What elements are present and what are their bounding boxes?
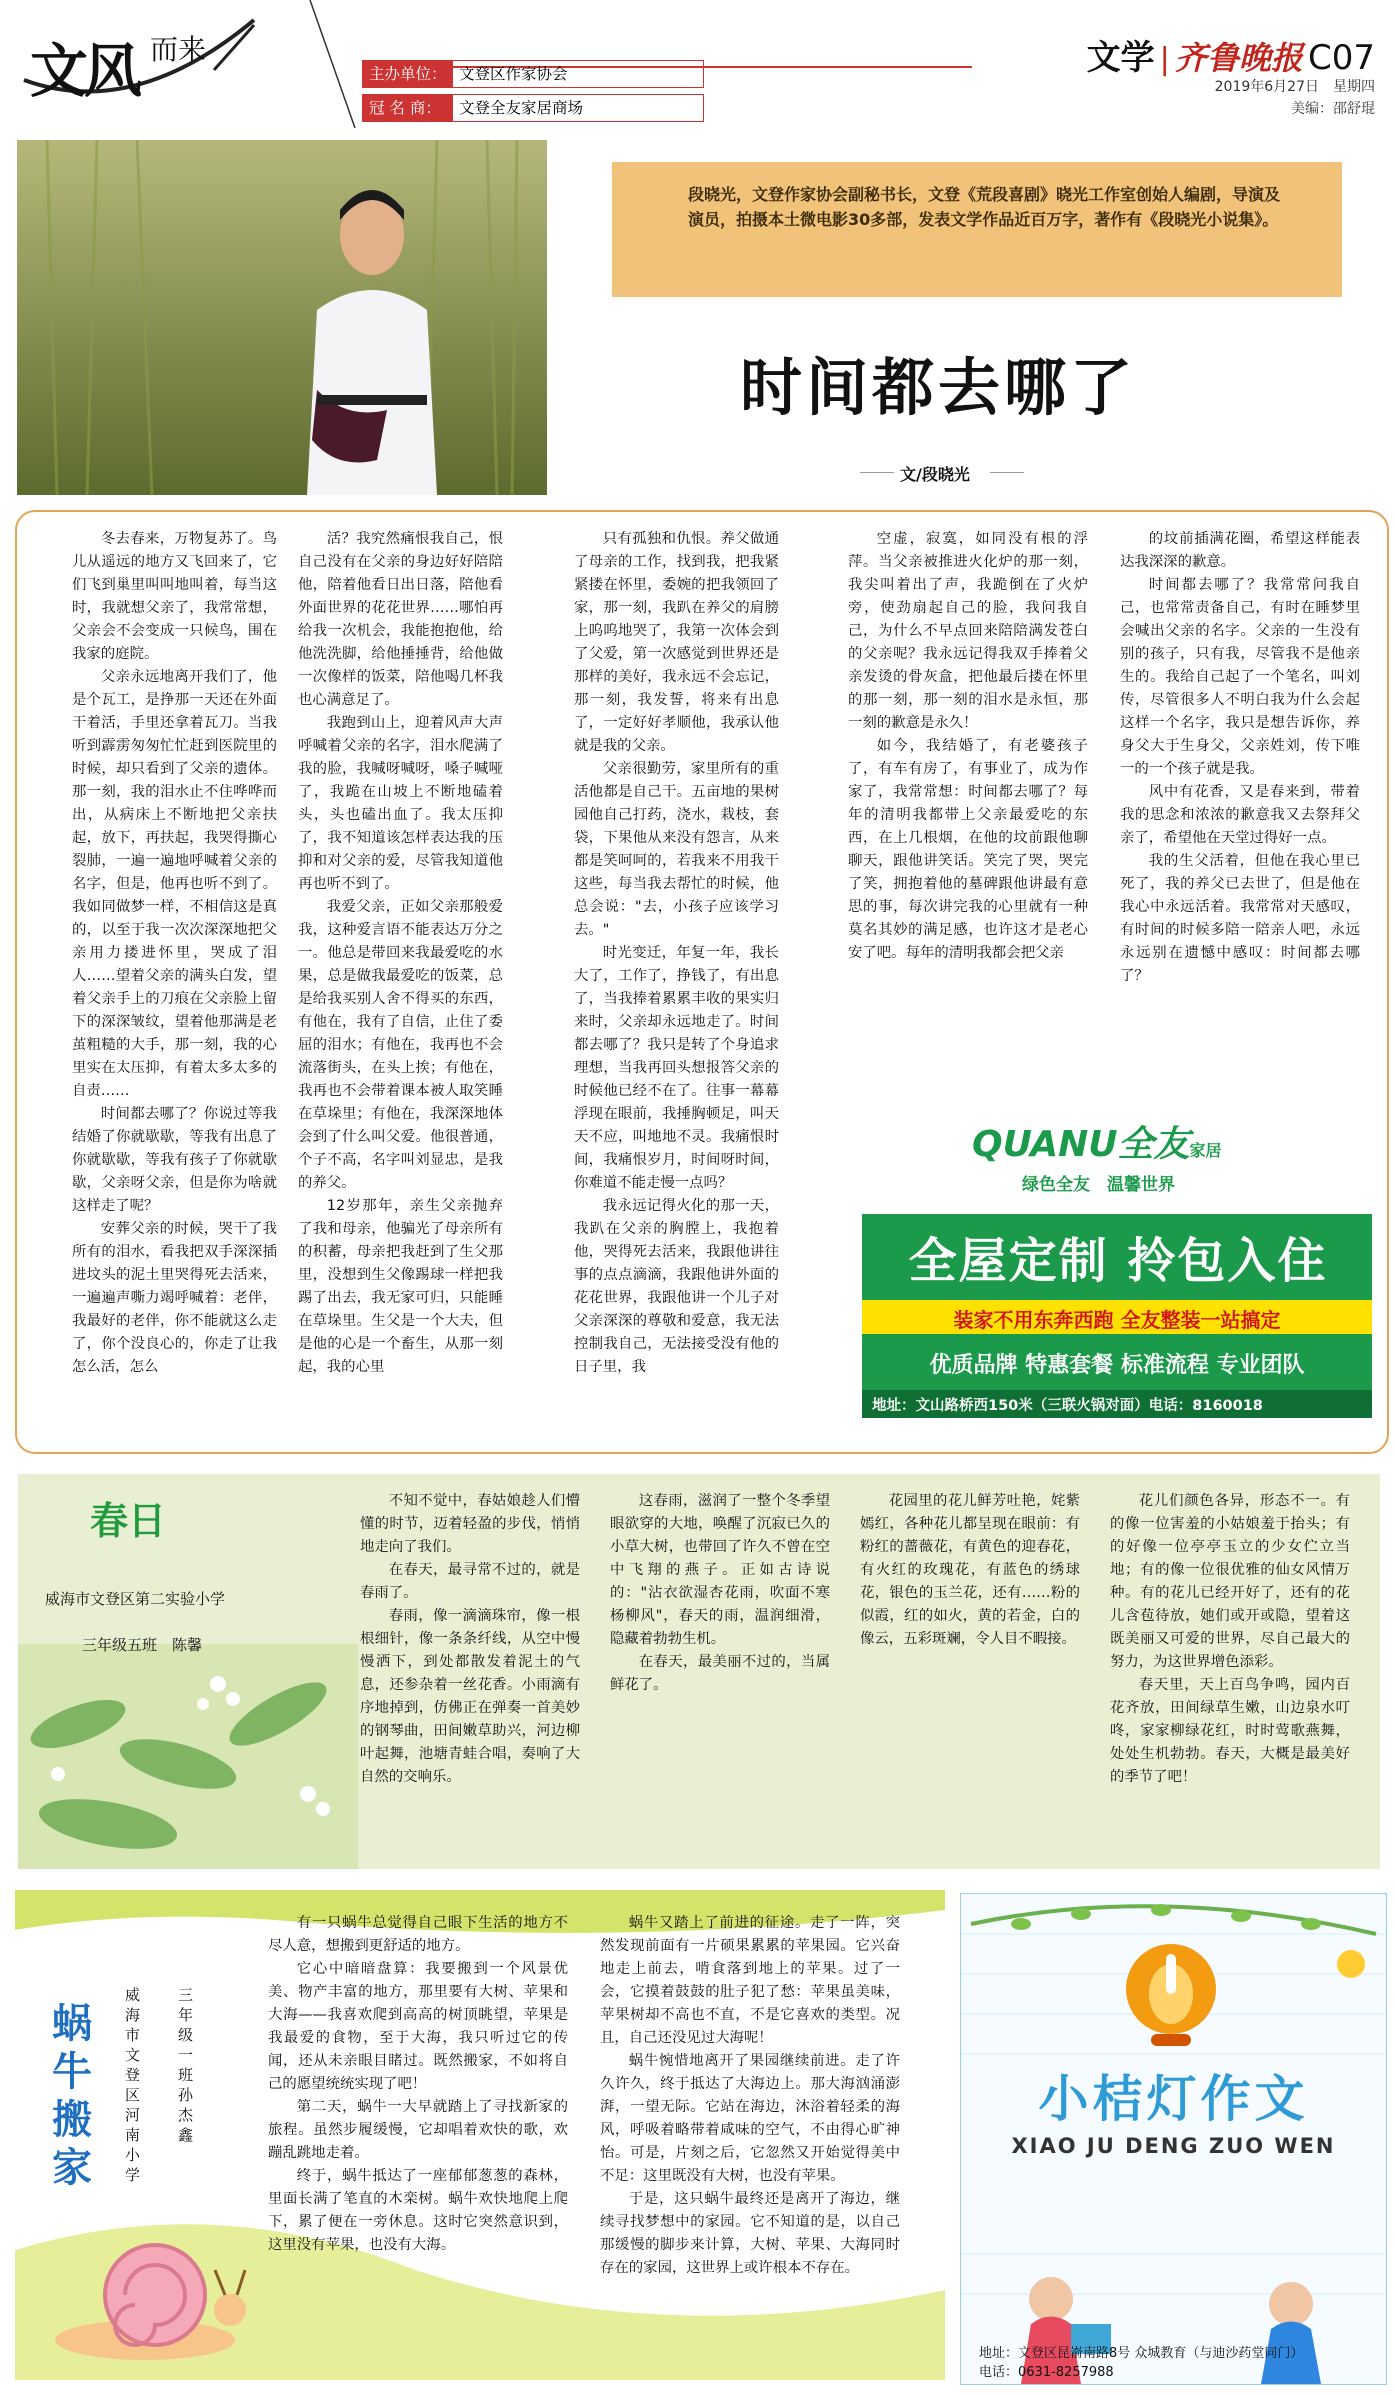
spring-author: 三年级五班 陈馨 [82, 1636, 203, 1654]
author-photo [17, 140, 547, 495]
article-column-1 [72, 528, 277, 1428]
designer-credit: 美编：邵舒琨 [1291, 101, 1375, 117]
spring-paragraph: 春雨，像一滴滴珠帘，像一根根细针，像一条条纤线，从空中慢慢洒下，到处都散发着泥土的气息，还参杂着一丝花香。小雨滴有序地掉到，仿佛正在弹奏一首美妙的钢琴曲，田间嫩草助兴，河边柳叶起舞，池塘青蛙合唱，奏响了大自然的交响乐。 [360, 1608, 580, 1785]
sponsor-value: 文登区作家协会 [459, 65, 568, 83]
snail-paragraph: 蜗牛又踏上了前进的征途。走了一阵，突然发现前面有一片硕果累累的苹果园。它兴奋地走上前去，啃食落到地上的苹果。过了一会，它摸着鼓鼓的肚子犯了愁：苹果虽美味，苹果树却不高也不直，不是它喜欢的类型。况且，自己还没见过大海呢！ [600, 1915, 900, 2046]
byline-rule-left [860, 472, 894, 473]
section-name: 文学 [1086, 38, 1155, 78]
article-byline: 文/段晓光 [900, 465, 970, 484]
snail-paragraph: 它心中暗暗盘算：我要搬到一个风景优美、物产丰富的地方，那里要有大树、苹果和大海——我喜欢爬到高高的树顶眺望，苹果是我最爱的食物，至于大海，我只听过它的传闻，还从未亲眼目睹过。既然搬家，不如将自己的愿望统统实现了吧！ [268, 1961, 568, 2092]
spring-paragraph: 不知不觉中，春姑娘趁人们懵懂的时节，迈着轻盈的步伐，悄悄地走向了我们。 [360, 1493, 580, 1555]
ad-brand-logo-text: QUANU全友 [972, 1124, 1190, 1165]
ad-brand-suffix: 家居 [1189, 1141, 1222, 1160]
snail-paragraph: 有一只蜗牛总觉得自己眼下生活的地方不尽人意，想搬到更舒适的地方。 [268, 1915, 568, 1954]
article-paragraph: 时间都去哪了？我常常问我自己，也常常责备自己，有时在睡梦里会喊出父亲的名字。父亲的一生没有别的孩子，只有我，尽管我不是他亲生的。我给自己起了一个笔名，叫刘传，尽管很多人不明白我为什么会起这样一个名字，我只是想告诉你，养身父大于生身父，父亲姓刘，传下唯一的一个孩子就是我。 [1120, 577, 1360, 777]
sponsor-row-title [362, 94, 704, 122]
article-column-2 [298, 528, 503, 1428]
spring-column-3 [860, 1490, 1080, 1860]
sponsor-key: 冠 名 商： [363, 95, 453, 121]
article-paragraph: 我永远记得火化的那一天，我趴在父亲的胸膛上，我抱着他，哭得死去活来，我跟他讲往事的点点滴滴，我跟他讲外面的花花世界，我跟他讲一个儿子对父亲深深的尊敬和爱意，我无法控制我自己，无法接受没有他的日子里，我 [574, 1198, 779, 1375]
article-paragraph: 风中有花香，又是春来到，带着我的思念和浓浓的歉意我又去祭拜父亲了，希望他在天堂过得好一点。 [1120, 784, 1360, 846]
article-paragraph: 父亲很勤劳，家里所有的重活他都是自己干。五亩地的果树园他自己打药，浇水，栽枝，套袋，下果他从来没有怨言，从来都是笑呵呵的，若我来不用我干这些，每当我去帮忙的时候，他总会说："去，小孩子应该学习去。" [574, 761, 779, 938]
article-column-4 [848, 528, 1088, 1088]
article-paragraph: 安葬父亲的时候，哭干了我所有的泪水，看我把双手深深插进坟头的泥土里哭得死去活来，一遍遍声嘶力竭呼喊着：老伴，我最好的老伴，你不能就这么走了，你个没良心的，你走了让我怎么活，怎么 [72, 1221, 277, 1375]
sponsor-row-host [362, 60, 704, 88]
ad-slogan: 绿色全友 温馨世界 [1022, 1175, 1175, 1195]
lamp-icon [1126, 1944, 1216, 2046]
article-paragraph: 父亲永远地离开我们了，他是个瓦工，是挣那一天还在外面干着活，手里还拿着瓦刀。当我听到霹雳匆匆忙忙赶到医院里的时候，却只看到了父亲的遗体。那一刻，我的泪水止不住哗哗而出，从病床上不断地把父亲扶起，放下，再扶起，我哭得撕心裂肺，一遍一遍地呼喊着父亲的名字，但是，他再也听不到了。我如同做梦一样，不相信这是真的，以至于我一次次深深地把父亲用力搂进怀里，哭成了泪人……望着父亲的满头白发，望着父亲手上的刀痕在父亲脸上留下的深深皱纹，望着他那满是老茧粗糙的大手，那一刻，我的心里实在太压抑，有着太多太多的自责…… [72, 669, 277, 1099]
snail-paragraph: 于是，这只蜗牛最终还是离开了海边，继续寻找梦想中的家园。它不知道的是，以自己那缓慢的脚步来计算，大树、苹果、大海同时存在的家园，这世界上或许根本不存在。 [600, 2191, 900, 2276]
snail-column-2 [600, 1912, 900, 2370]
spring-title: 春日 [90, 1499, 167, 1543]
spring-paragraph: 花儿们颜色各异，形态不一。有的像一位害羞的小姑娘羞于抬头；有的好像一位亭亭玉立的少女伫立当地；有的像一位很优雅的仙女风情万种。有的花儿已经开好了，还有的花儿含苞待放，她们或开或隐，望着这既美丽又可爱的世界，尽自己最大的努力，为这世界增色添彩。 [1110, 1493, 1350, 1670]
author-bio-text: 段晓光，文登作家协会副秘书长，文登《荒段喜剧》晓光工作室创始人编剧，导演及演员，拍摄本土微电影30多部，发表文学作品近百万字，著作有《段晓光小说集》。 [688, 185, 1281, 229]
page-number: C07 [1307, 38, 1375, 78]
spring-paragraph: 春天里，天上百鸟争鸣，园内百花齐放，田间绿草生嫩，山边泉水叮咚，家家柳绿花红，时时莺歌燕舞，处处生机勃勃。春天，大概是最美好的季节了吧！ [1110, 1677, 1350, 1785]
kids-address: 地址：文登区昆嵛南路8号 众城教育（与迪沙药堂同门） [979, 2346, 1304, 2361]
snail-column-1 [268, 1912, 568, 2370]
article-paragraph: 活？我究然痛恨我自己，恨自己没有在父亲的身边好好陪陪他，陪着他看日出日落，陪他看外面世界的花花世界……哪怕再给我一次机会，我能抱抱他，给他洗洗脚，给他捶捶背，给他做一次像样的饭菜，陪他喝几杯我也心满意足了。 [298, 531, 503, 708]
byline-rule-right [990, 472, 1024, 473]
snail-paragraph: 蜗牛惋惜地离开了果园继续前进。走了许久许久，终于抵达了大海边上。那大海汹涌澎湃，一望无际。它站在海边，沐浴着轻柔的海风，呼吸着略带着咸味的空气，不由得心旷神怡。可是，片刻之后，它忽然又开始觉得美中不足：这里既没有大树，也没有苹果。 [600, 2053, 900, 2184]
article-paragraph: 空虚，寂寞，如同没有根的浮萍。当父亲被推进火化炉的那一刻，我尖叫着出了声，我跪倒在了火炉旁，使劲扇起自己的脸，我问我自己，为什么不早点回来陪陪满发苍白的父亲呢？我永远记得我双手捧着父亲发烫的骨灰盒，把他最后搂在怀里的那一刻，那一刻的泪水是永恒，那一刻的歉意是永久！ [848, 531, 1088, 731]
ad-brand-logo [972, 1116, 1221, 1167]
article-paragraph: 如今，我结婚了，有老婆孩子了，有车有房了，有事业了，成为作家了，我常常想：时间都去哪了？每年的清明我都带上父亲最爱吃的东西，在上几根烟，在他的坟前跟他聊聊天，跟他讲笑话。笑完了哭，哭完了笑，拥抱着他的墓碑跟他讲最有意思的事，每次讲完我的心里就有一种莫名其妙的满足感，也许这才是老心安了吧。每年的清明我都会把父亲 [848, 738, 1088, 961]
spring-column-4 [1110, 1490, 1350, 1860]
article-column-3 [574, 528, 779, 1428]
ad-address: 地址：文山路桥西150米（三联火锅对面）电话：8160018 [872, 1398, 1263, 1414]
spring-column-1 [360, 1490, 580, 1860]
snail-paragraph: 第二天，蜗牛一大早就踏上了寻找新家的旅程。虽然步履缓慢，它却唱着欢快的歌，欢蹦乱跳地走着。 [268, 2099, 568, 2161]
spring-paragraph: 这春雨，滋润了一整个冬季望眼欲穿的大地，唤醒了沉寂已久的小草大树，也带回了许久不曾在空中飞翔的燕子。正如古诗说的："沾衣欲湿杏花雨，吹面不寒杨柳风"，春天的雨，温润细滑，隐藏着勃勃生机。 [610, 1493, 830, 1647]
spring-column-2 [610, 1490, 830, 1860]
newspaper-name: 齐鲁晚报 [1174, 39, 1303, 77]
spring-paragraph: 在春天，最寻常不过的，就是春雨了。 [360, 1562, 580, 1601]
spring-school: 威海市文登区第二实验小学 [45, 1590, 226, 1608]
ad-headline: 全屋定制 拎包入住 [908, 1233, 1328, 1289]
article-paragraph: 只有孤独和仇恨。养父做通了母亲的工作，找到我，把我紧紧搂在怀里，委婉的把我领回了家，那一刻，我趴在养父的肩膀上呜呜地哭了，我第一次体会到了父爱，第一次感觉到世界还是那样的美好，我永远不会忘记，那一刻，我发誓，将来有出息了，一定好好孝顺他，我承认他就是我的父亲。 [574, 531, 779, 754]
article-paragraph: 时光变迁，年复一年，我长大了，工作了，挣钱了，有出息了，当我捧着累累丰收的果实归来时，父亲却永远地走了。时间都去哪了？我只是转了个身追求理想，当我再回头想报答父亲的时候他已经不在了。往事一幕幕浮现在眼前，我捶胸顿足，叫天天不应，叫地地不灵。我痛恨时间，我痛恨岁月，时间呀时间，你难道不能走慢一点吗？ [574, 945, 779, 1191]
article-paragraph: 我爱父亲，正如父亲那般爱我，这种爱言语不能表达万分之一。他总是带回来我最爱吃的水果，总是做我最爱吃的饭菜，总是给我买别人舍不得买的东西，有他在，我有了自信，止住了委屈的泪水；有他在，我再也不会流落街头，在头上挨；有他在，我再也不会带着课本被人取笑睡在草垛里；有他在，我深深地体会到了什么叫父爱。他很普通，个子不高，名字叫刘显忠，是我的养父。 [298, 899, 503, 1191]
logo-main-text: 文风 [30, 37, 139, 105]
snail-author: 三年级一班 孙杰鑫 [178, 1986, 209, 2144]
article-paragraph: 的坟前插满花圈，希望这样能表达我深深的歉意。 [1120, 531, 1360, 570]
date-line: 2019年6月27日 星期四 [1214, 79, 1375, 95]
kids-title: 小桔灯作文 [1038, 2070, 1309, 2128]
spring-paragraph: 在春天，最美丽不过的，当属鲜花了。 [610, 1654, 830, 1693]
author-photo-illustration [17, 140, 547, 495]
quanyou-advertisement[interactable] [862, 1104, 1372, 1418]
flower-illustration [18, 1644, 358, 1869]
snail-school: 威海市文登区河南小学 [125, 1986, 141, 2184]
ad-feature-bar: 优质品牌 特惠套餐 标准流程 专业团队 [929, 1353, 1305, 1378]
article-title: 时间都去哪了 [740, 351, 1137, 424]
snail-title: 蜗牛搬家 [52, 2001, 92, 2191]
article-paragraph: 我跑到山上，迎着风声大声呼喊着父亲的名字，泪水爬满了我的脸，我喊呀喊呀，嗓子喊哑了，我跪在山坡上不断地磕着头，头也磕出血了。我太压抑了，我不知道该怎样表达我的压抑和对父亲的爱，尽管我知道他再也听不到了。 [298, 715, 503, 892]
header-right [1087, 30, 1375, 79]
spring-paragraph: 花园里的花儿鲜芳吐艳，姹紫嫣红，各种花儿都呈现在眼前：有粉红的蔷薇花，有黄色的迎春花，有火红的玫瑰花，有蓝色的绣球花，银色的玉兰花，还有……粉的似霞，红的如火，黄的若金，白的像云，五彩斑斓，令人目不暇接。 [860, 1493, 1080, 1647]
kids-pinyin: XIAO JU DENG ZUO WEN [1011, 2134, 1336, 2158]
sun-icon [1337, 1950, 1365, 1978]
article-column-5 [1120, 528, 1360, 1088]
sponsor-key: 主办单位： [363, 61, 453, 87]
article-paragraph: 时间都去哪了？你说过等我结婚了你就歇歇，等我有出息了你就歇歇，等我有孩子了你就歇歇，父亲呀父亲，但是你为啥就这样走了呢？ [72, 1106, 277, 1214]
xiaojudeng-ad[interactable] [960, 1893, 1387, 2385]
article-paragraph: 12岁那年，亲生父亲抛弃了我和母亲，他骗光了母亲所有的积蓄，母亲把我赶到了生父那里，没想到生父像踢球一样把我踢了出去，我无家可归，只能睡在草垛里。生父是一个大夫，但是他的心是一个畜生，从那一刻起，我的心里 [298, 1198, 503, 1375]
kids-phone: 电话：0631-8257988 [979, 2365, 1114, 2380]
article-paragraph: 冬去春来，万物复苏了。鸟儿从遥远的地方又飞回来了，它们飞到巢里叫叫地叫着，每当这时，我就想父亲了，我常常想，父亲会不会变成一只候鸟，围在我家的庭院。 [72, 531, 277, 662]
ad-strip-text: 装家不用东奔西跑 全友整装一站搞定 [953, 1308, 1281, 1332]
snail-paragraph: 终于，蜗牛抵达了一座郁郁葱葱的森林，里面长满了笔直的木栾树。蜗牛欢快地爬上爬下，累了便在一旁休息。这时它突然意识到，这里没有苹果，也没有大海。 [268, 2168, 568, 2253]
article-paragraph: 我的生父活着，但他在我心里已死了，我的养父已去世了，但是他在我心中永远活着。我常常对天感叹，有时间的时候多陪一陪亲人吧，永远永远别在遗憾中感叹：时间都去哪了？ [1120, 853, 1360, 984]
logo-small-text: 而来 [150, 33, 207, 66]
separator: | [1159, 42, 1170, 77]
sponsor-value: 文登全友家居商场 [459, 99, 584, 117]
